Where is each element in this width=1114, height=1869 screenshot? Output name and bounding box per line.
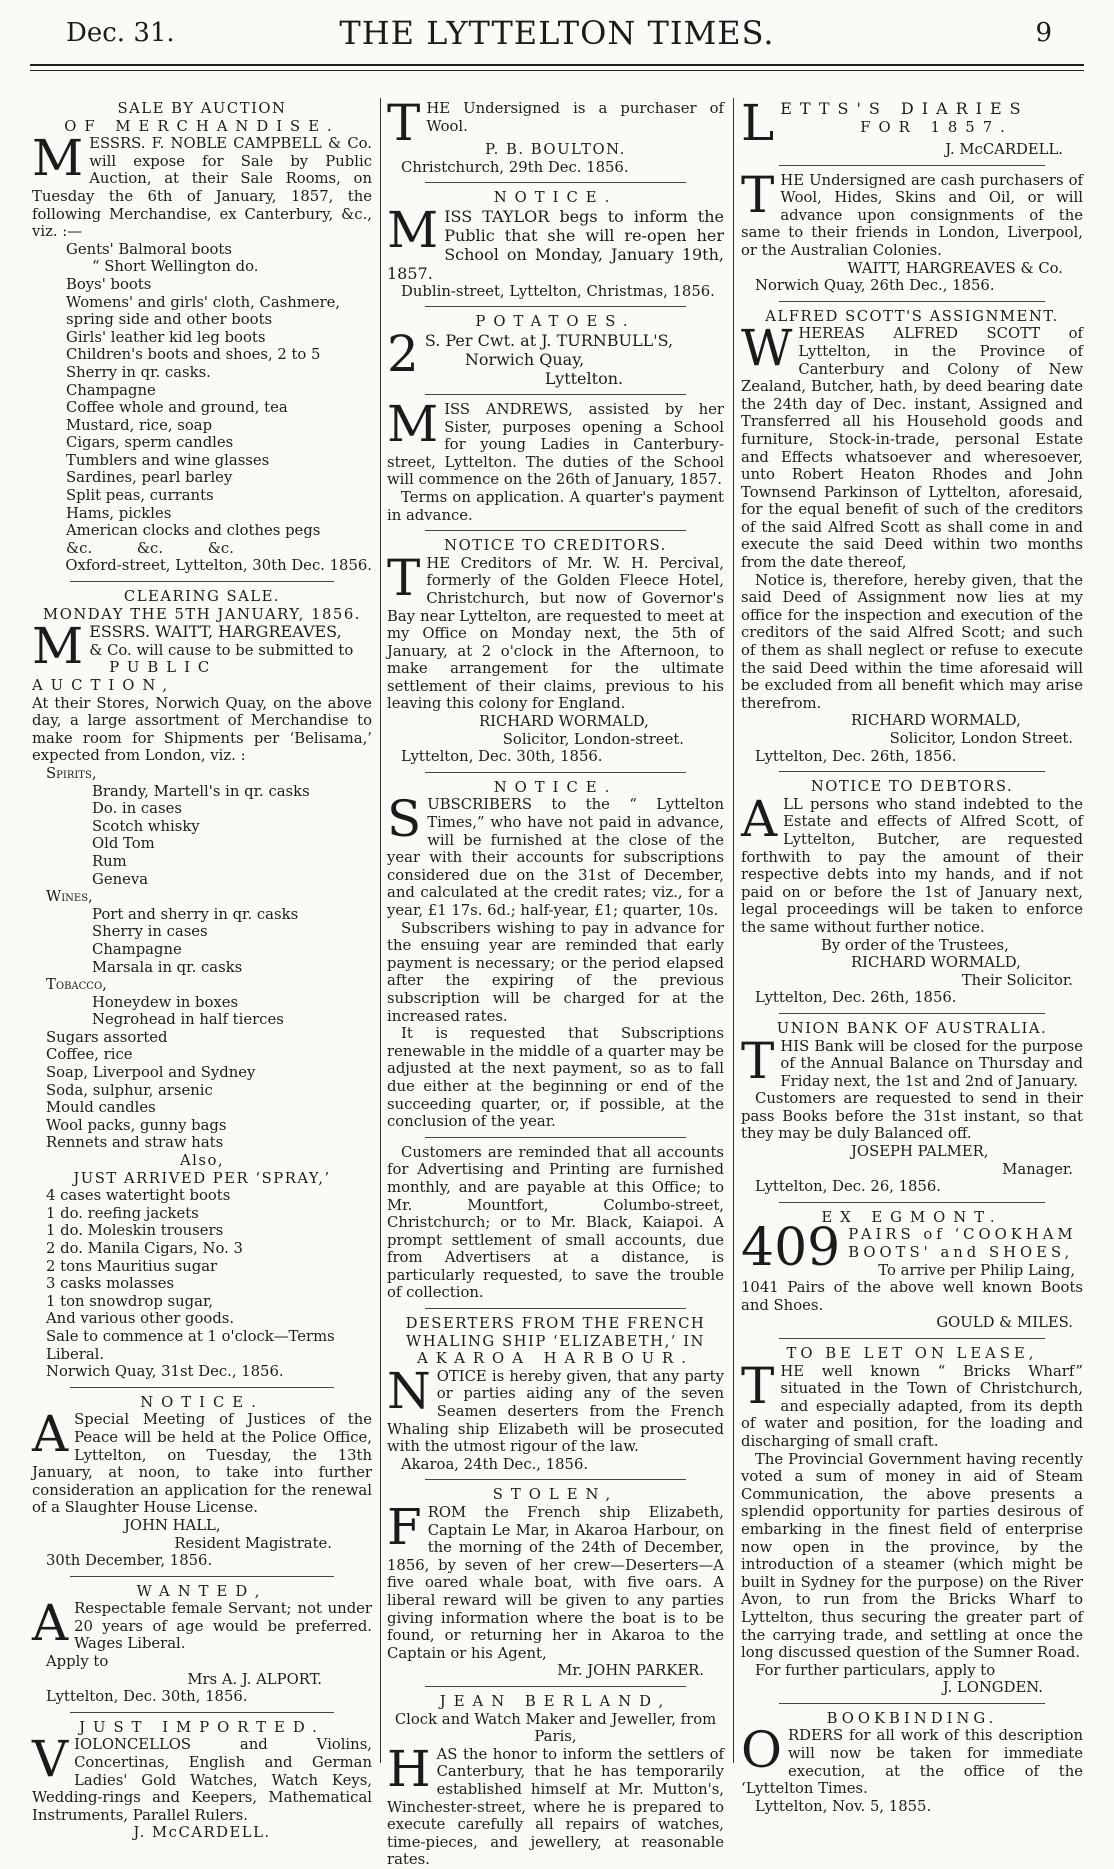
masthead-rule-bottom	[30, 70, 1084, 71]
list-item: 2 do. Manila Cigars, No. 3	[46, 1240, 243, 1257]
drop-cap: T	[387, 94, 421, 152]
list-item: Soap, Liverpool and Sydney	[46, 1064, 256, 1082]
ad-notice-debtors	[741, 778, 1083, 1007]
ad-date: Akaroa, 24th Dec., 1856.	[401, 1455, 589, 1473]
signer-name: RICHARD WORMALD,	[479, 713, 649, 731]
ad-heading: STOLEN,	[492, 1486, 619, 1504]
ad-paragraph: Customers are requested to send in their pass Books before the 31st instant, so that they may be duly Balanced off.	[741, 1090, 1083, 1143]
ad-paragraph: Customers are reminded that all accounts for Advertising and Printing are furnished monthly, and are payable at this Office; to Mr. Mountfort, Columbo-street, Christchurch; or to Mr. Black, Kaiapoi. A prompt settlement of small accounts, due from Advertisers at a distance, is particularly requested, to save the trouble of collection.	[387, 1143, 724, 1302]
ad-heading: EX EGMONT.	[821, 1208, 1003, 1226]
signer-name: WAITT, HARGREAVES & Co.	[847, 259, 1063, 277]
ad-potatoes	[387, 313, 724, 388]
ad-boulton	[387, 94, 724, 176]
ad-line: Norwich Quay,	[464, 349, 585, 369]
drop-cap: H	[387, 1739, 431, 1798]
list-item: Sherry in qr. casks.	[66, 363, 211, 381]
drop-cap: A	[741, 789, 778, 848]
ad-heading: NOTICE.	[140, 1393, 264, 1411]
list-item: Coffee, rice	[46, 1046, 133, 1064]
ad-line: PUBLIC AUCTION,	[32, 659, 218, 694]
ad-heading: NOTICE TO CREDITORS.	[444, 537, 667, 555]
list-item: Children's boots and shoes, 2 to 5	[66, 346, 321, 364]
ad-body: OTICE is hereby given, that any party or parties aiding any of the seven Seamen deserters from the French Whaling ship Elizabeth will be prosecuted with the utmost rigour of the law.	[387, 1367, 724, 1456]
list-item: Cigars, sperm candles	[66, 434, 234, 452]
ad-separator	[425, 394, 686, 395]
ad-body: LL persons who stand indebted to the Estate and effects of Alfred Scott, of Lyttelton, Butcher, are requested forthwith to pay the amount of their respective debts into my hands, and if not paid on or before the 1st of January next, legal proceedings will be taken to enforce the same without further notice.	[741, 795, 1083, 936]
list-item: And various other goods.	[46, 1310, 235, 1328]
list-item: Soda, sulphur, arsenic	[46, 1081, 213, 1099]
ad-notice-creditors	[387, 537, 724, 766]
ad-heading: CLEARING SALE.	[123, 588, 281, 606]
ad-separator	[70, 1712, 334, 1713]
ad-paragraph: Subscribers wishing to pay in advance for the ensuing year are reminded that early payment is necessary; or the period elapsed after the expiring of the previous subscription will be charged for at the increased rates.	[387, 919, 724, 1025]
ad-separator	[779, 1013, 1045, 1014]
ad-separator	[425, 182, 686, 183]
ad-subscribers-notice	[387, 779, 724, 1302]
ad-line: FOR 1857.	[860, 118, 1013, 136]
quantity-number: 409	[741, 1218, 841, 1279]
ad-body: Special Meeting of Justices of the Peace will be held at the Police Office, Lyttelton, on Tuesday, the 13th January, at noon, to take into further consideration an application for the renewal of a Slaughter House License.	[32, 1411, 372, 1517]
order-line: By order of the Trustees,	[821, 936, 1009, 954]
ad-date: Lyttelton, Dec. 30th, 1856.	[401, 748, 603, 766]
ad-subheading: Paris,	[534, 1728, 577, 1746]
drop-cap: M	[387, 394, 439, 453]
ad-paragraph: It is requested that Subscriptions renewable in the middle of a quarter may be adjusted at the next payment, so as to fall due either at the beginning or end of the succeeding quarter, or, if possible, at the conclusion of the year.	[387, 1025, 724, 1131]
ad-miss-andrews	[387, 394, 724, 524]
ad-body: ROM the French ship Elizabeth, Captain Le Mar, in Akaroa Harbour, on the morning of the 24th of December, 1856, by seven of her crew—Deserters—A five oared whale boat, with five oars. A liberal reward will be given to any parties giving information where the boat is to be found, or returning her in Akaroa to the Captain or his Agent,	[387, 1504, 724, 1662]
list-item: American clocks and clothes pegs	[66, 522, 321, 540]
drop-cap: F	[387, 1498, 422, 1556]
ad-waitt-wool	[741, 165, 1083, 295]
ad-separator	[779, 1338, 1045, 1339]
masthead-rule-top	[30, 64, 1084, 66]
ad-separator	[70, 1387, 334, 1388]
ad-to-let	[741, 1345, 1083, 1697]
ad-line: PAIRS of ‘COOKHAM	[848, 1226, 1077, 1244]
signer-title: Their Solicitor.	[961, 971, 1073, 989]
ad-heading: ALFRED SCOTT'S ASSIGNMENT.	[765, 307, 1059, 325]
ad-heading: DESERTERS FROM THE FRENCH	[405, 1315, 706, 1333]
drop-cap: T	[741, 1356, 775, 1415]
ad-paragraph: Notice is, therefore, hereby given, that the said Deed of Assignment now lies at my office for the inspection and execution of the creditors of the said Alfred Scott; and such of them as shall neglect or refuse to execute the said Deed within the time aforesaid will be excluded from all benefit which may arise therefrom.	[741, 571, 1083, 712]
drop-cap: S	[387, 790, 422, 849]
ad-sale-by-auction	[32, 100, 372, 575]
drop-cap: O	[741, 1721, 782, 1780]
ad-body: HE Undersigned are cash purchasers of Wool, Hides, Skins and Oil, or will advance upon consignments of the same to their friends in London, Liverpool, or the Australian Colonies.	[741, 171, 1083, 259]
category-heading: Wines,	[46, 888, 93, 906]
list-item: Gents' Balmoral boots	[66, 240, 232, 258]
list-item: 4 cases watertight boots	[46, 1187, 231, 1205]
ad-date: 30th December, 1856.	[46, 1552, 213, 1570]
list-item: Mould candles	[46, 1099, 156, 1117]
list-item: Sardines, pearl barley	[66, 469, 233, 487]
drop-cap: V	[32, 1730, 69, 1789]
ad-line: BOOTS' and SHOES,	[848, 1244, 1074, 1262]
ad-separator	[425, 306, 686, 307]
ad-body: 1041 Pairs of the above well known Boots and Shoes.	[741, 1279, 1083, 1314]
signer-title: Solicitor, London Street.	[889, 730, 1073, 747]
category-heading: Spirits,	[46, 764, 97, 782]
ad-clearing-sale	[32, 588, 372, 1381]
ad-heading: UNION BANK OF AUSTRALIA.	[776, 1019, 1048, 1037]
signer-name: J. McCARDELL.	[133, 1824, 271, 1842]
ad-heading: JUST IMPORTED.	[79, 1718, 325, 1736]
ad-heading: NOTICE TO DEBTORS.	[810, 778, 1014, 796]
ad-paragraph: The Provincial Government having recently voted a sum of money in aid of Steam Communication, the above presents a splendid opportunity for parties desirous of embarking in the finest field of enterprise now open in the province, by the introduction of a steamer (which might be built in Sydney for the purpose) on the River Avon, to run from the Bricks Wharf to Lyttelton, thus securing the greater part of the carrying trade, and settling at once the long discussed question of the Sumner Road.	[741, 1450, 1083, 1662]
ad-separator	[779, 165, 1045, 166]
ad-letts-diaries	[741, 94, 1083, 159]
ad-scott-assignment	[741, 308, 1083, 765]
drop-cap: M	[387, 200, 439, 259]
ad-union-bank	[741, 1020, 1083, 1196]
list-item: Girls' leather kid leg boots	[66, 328, 266, 346]
ad-body: HE Undersigned is a purchaser of Wool.	[426, 100, 724, 135]
ad-terms: Terms on application. A quarter's payment in advance.	[387, 488, 724, 524]
column-2	[387, 94, 724, 1869]
list-item: “ Short Wellington do.	[92, 258, 259, 276]
ad-body: Respectable female Servant; not under 20 years of age would be preferred. Wages Liberal.	[74, 1600, 372, 1653]
ad-date: Lyttelton, Dec. 26th, 1856.	[755, 747, 957, 765]
ad-wanted	[32, 1583, 372, 1706]
ad-heading: AKAROA HARBOUR.	[417, 1350, 694, 1368]
list-item: &c. &c. &c.	[66, 539, 234, 557]
ad-deserters	[387, 1315, 724, 1473]
ad-notice-justices	[32, 1394, 372, 1570]
signer-title: Solicitor, London-street.	[502, 730, 684, 748]
signer-title: Resident Magistrate.	[174, 1534, 332, 1552]
ad-separator	[779, 1703, 1045, 1704]
list-item: Champagne	[92, 940, 182, 958]
ad-body: ISS TAYLOR begs to inform the Public that she will re-open her School on Monday, January 19th, 1857.	[387, 206, 724, 283]
ad-ex-egmont	[741, 1209, 1083, 1332]
ad-body: ISS ANDREWS, assisted by her Sister, purposes opening a School for young Ladies in Canterbury-street, Lyttelton. The duties of the School will commence on the 26th of January, 1857.	[387, 400, 724, 489]
drop-cap: T	[387, 548, 421, 607]
ad-separator	[425, 772, 686, 773]
ad-separator	[70, 581, 334, 582]
list-item: Champagne	[66, 381, 156, 399]
page-number: 9	[1035, 18, 1052, 48]
ad-miss-taylor	[387, 189, 724, 300]
drop-cap: M	[32, 129, 84, 188]
ad-separator	[425, 1479, 686, 1480]
list-item: Scotch whisky	[92, 817, 200, 835]
ad-body: HE well known “ Bricks Wharf” situated in the Town of Christchurch, and especially adapted, from its depth of water and position, for the loading and discharging of small craft.	[741, 1362, 1083, 1450]
ad-line: ESSRS. WAITT, HARGREAVES,	[89, 622, 342, 642]
list-item: 2 tons Mauritius sugar	[46, 1257, 218, 1275]
ad-date: Lyttelton, Dec. 26, 1856.	[755, 1178, 942, 1196]
drop-cap: W	[741, 319, 793, 378]
list-item: Womens' and girls' cloth, Cashmere, spring side and other boots	[66, 293, 341, 329]
list-item: Port and sherry in qr. casks	[92, 905, 299, 923]
list-item: Brandy, Martell's in qr. casks	[92, 782, 310, 800]
ad-line: S. Per Cwt. at J. TURNBULL'S,	[424, 330, 674, 350]
ad-heading: NOTICE.	[493, 189, 618, 207]
ad-heading: BOOKBINDING.	[826, 1709, 998, 1727]
signer-name: Mr. JOHN PARKER.	[557, 1662, 704, 1680]
ad-just-imported	[32, 1719, 372, 1842]
list-item: Boys' boots	[66, 275, 152, 293]
ad-separator	[779, 1202, 1045, 1203]
ad-heading: NOTICE.	[493, 778, 618, 796]
signer-name: P. B. BOULTON.	[485, 141, 626, 158]
ad-heading: POTATOES.	[475, 313, 636, 331]
ad-body: HEREAS ALFRED SCOTT of Lyttelton, in the Province of Canterbury and Colony of New Zealand, Butcher, hath, by deed bearing date the 24th day of Dec. instant, Assigned and Transferred all his Household goods and furniture, Stock-in-trade, personal Estate and Effects whatsoever and wheresoever, unto Robert Heaton Rhodes and John Townsend Parkinson of Lyttelton, aforesaid, for the equal benefit of such of the creditors of the said Alfred Scott as shall come in and execute the said Deed within two months from the date thereof,	[741, 325, 1083, 572]
list-item: Tumblers and wine glasses	[66, 451, 270, 469]
list-item: Honeydew in boxes	[92, 993, 239, 1011]
ad-body: IOLONCELLOS and Violins, Concertinas, English and German Ladies' Gold Watches, Watch Keys, Wedding-rings and Keepers, Mathematical Instruments, Parallel Rulers.	[32, 1736, 372, 1824]
ad-separator	[779, 301, 1045, 302]
ad-body: HE Creditors of Mr. W. H. Percival, formerly of the Golden Fleece Hotel, Christchurch, but now of Governor's Bay near Lyttelton, are requested to meet at my Office on Monday next, the 5th of January, at 2 o'clock in the Afternoon, to make arrangement for the ultimate settlement of their claims, previous to his leaving this colony for England.	[387, 554, 724, 713]
drop-cap: L	[741, 94, 775, 152]
list-item: 1 do. Moleskin trousers	[46, 1222, 224, 1240]
ad-body: ESSRS. F. NOBLE CAMPBELL & Co. will expose for Sale by Public Auction, at their Sale Rooms, on Tuesday the 6th of January, 1857, the following Merchandise, ex Canterbury, &c., viz. :—	[32, 135, 372, 241]
list-item: Geneva	[92, 870, 149, 888]
ad-line: To arrive per Philip Laing,	[878, 1261, 1076, 1279]
ad-date: Lyttelton, Dec. 26th, 1856.	[755, 989, 957, 1007]
ad-heading: SALE BY AUCTION	[117, 100, 287, 117]
list-item: Rennets and straw hats	[46, 1134, 224, 1152]
column-divider-1	[380, 98, 381, 1763]
signer-name: J. LONGDEN.	[942, 1679, 1043, 1697]
category-heading: Tobacco,	[46, 976, 107, 994]
drop-cap: T	[741, 165, 775, 224]
ad-date: Norwich Quay, 26th Dec., 1856.	[755, 277, 995, 295]
signer-name: RICHARD WORMALD,	[851, 954, 1021, 972]
ad-date: Lyttelton, Nov. 5, 1855.	[755, 1797, 932, 1815]
drop-cap: 2	[387, 324, 419, 383]
list-item: 1 ton snowdrop sugar,	[46, 1292, 214, 1310]
apply-label: Apply to	[46, 1653, 109, 1671]
ad-body: AS the honor to inform the settlers of Canterbury, that he has temporarily established himself at Mr. Mutton's, Winchester-street, where he is prepared to execute carefully all repairs of watches, time-pieces, and jewellery, at reasonable rates.	[387, 1745, 724, 1869]
ad-body: HIS Bank will be closed for the purpose of the Annual Balance on Thursday and Friday next, the 1st and 2nd of January.	[780, 1037, 1083, 1090]
ad-separator	[425, 1137, 686, 1138]
column-divider-2	[733, 98, 734, 1763]
list-item: 3 casks molasses	[46, 1275, 175, 1293]
list-item: Marsala in qr. casks	[92, 958, 243, 976]
ad-subheading: MONDAY THE 5TH JANUARY, 1856.	[43, 605, 361, 623]
masthead	[28, 4, 1086, 64]
signer-name: JOSEPH PALMER,	[851, 1143, 989, 1161]
signer-name: JOHN HALL,	[124, 1516, 221, 1534]
issue-date: Dec. 31.	[66, 18, 175, 48]
ad-heading: JEAN BERLAND,	[439, 1692, 672, 1710]
signer-name: GOULD & MILES.	[936, 1314, 1073, 1332]
ad-jean-berland	[387, 1693, 724, 1869]
ad-line: & Co. will cause to be submitted to	[89, 641, 354, 659]
ad-date: Lyttelton, Dec. 30th, 1856.	[46, 1688, 248, 1706]
drop-cap: A	[32, 1405, 69, 1464]
ad-footer: Oxford-street, Lyttelton, 30th Dec. 1856.	[65, 557, 372, 575]
ad-line: Lyttelton.	[544, 368, 624, 388]
list-item: Sherry in cases	[92, 923, 208, 941]
newspaper-title: THE LYTTELTON TIMES.	[339, 14, 775, 52]
ad-body: At their Stores, Norwich Quay, on the above day, a large assortment of Merchandise to make room for Shipments per ‘Belisama,’ expected from London, viz. :	[32, 694, 372, 765]
ad-line: ETTS'S DIARIES	[780, 99, 1029, 118]
drop-cap: A	[32, 1594, 69, 1653]
list-item: Wool packs, gunny bags	[46, 1116, 227, 1134]
list-item: 1 do. reefing jackets	[46, 1204, 199, 1222]
list-item: Mustard, rice, soap	[66, 416, 213, 434]
list-item: Negrohead in half tierces	[92, 1011, 284, 1029]
list-item: Do. in cases	[92, 800, 182, 818]
drop-cap: T	[741, 1031, 775, 1090]
ad-separator	[70, 1576, 334, 1577]
ad-subheading: JUST ARRIVED PER ‘SPRAY,’	[73, 1169, 331, 1187]
ad-heading: WHALING SHIP ‘ELIZABETH,’ IN	[406, 1332, 705, 1350]
ad-date: Christchurch, 29th Dec. 1856.	[401, 158, 629, 176]
list-item: Sugars assorted	[46, 1028, 168, 1046]
ad-stolen	[387, 1486, 724, 1680]
list-item: Split peas, currants	[66, 487, 214, 505]
ad-body: UBSCRIBERS to the “ Lyttelton Times,” who have not paid in advance, will be furnished at the close of the year with their accounts for subscriptions considered due on the 31st of December, and calculated at the credit rates; viz., for a year, £1 17s. 6d.; half-year, £1; quarter, 10s.	[387, 796, 724, 919]
apply-label: For further particulars, apply to	[755, 1661, 996, 1679]
list-item: Hams, pickles	[66, 504, 172, 522]
ad-separator	[779, 771, 1045, 772]
ad-subheading: Clock and Watch Maker and Jeweller, from	[394, 1710, 717, 1728]
ad-date: Dublin-street, Lyttelton, Christmas, 1856.	[401, 282, 715, 300]
ad-separator	[425, 1308, 686, 1309]
ad-body: RDERS for all work of this description will now be taken for immediate execution, at the office of the ‘Lyttelton Times.	[741, 1727, 1083, 1798]
column-1	[32, 100, 372, 1842]
also-label: Also,	[179, 1152, 225, 1170]
list-item: Coffee whole and ground, tea	[66, 399, 288, 417]
signer-title: Manager.	[1002, 1160, 1073, 1178]
drop-cap: M	[32, 617, 84, 676]
list-item: Old Tom	[92, 835, 155, 853]
ad-separator	[425, 530, 686, 531]
signer-name: RICHARD WORMALD,	[851, 712, 1021, 730]
ad-separator	[425, 1686, 686, 1687]
column-3	[741, 94, 1083, 1815]
ad-heading: TO BE LET ON LEASE,	[786, 1345, 1038, 1362]
ad-subheading: OF MERCHANDISE.	[64, 117, 340, 135]
list-item: Rum	[92, 852, 127, 870]
ad-heading: WANTED,	[136, 1582, 268, 1600]
drop-cap: N	[387, 1361, 431, 1420]
ad-terms: Sale to commence at 1 o'clock—Terms Liberal.	[46, 1327, 335, 1363]
signer-name: Mrs A. J. ALPORT.	[187, 1670, 322, 1688]
signer-name: J. McCARDELL.	[945, 141, 1063, 158]
ad-footer: Norwich Quay, 31st Dec., 1856.	[46, 1363, 284, 1381]
ad-bookbinding	[741, 1710, 1083, 1816]
